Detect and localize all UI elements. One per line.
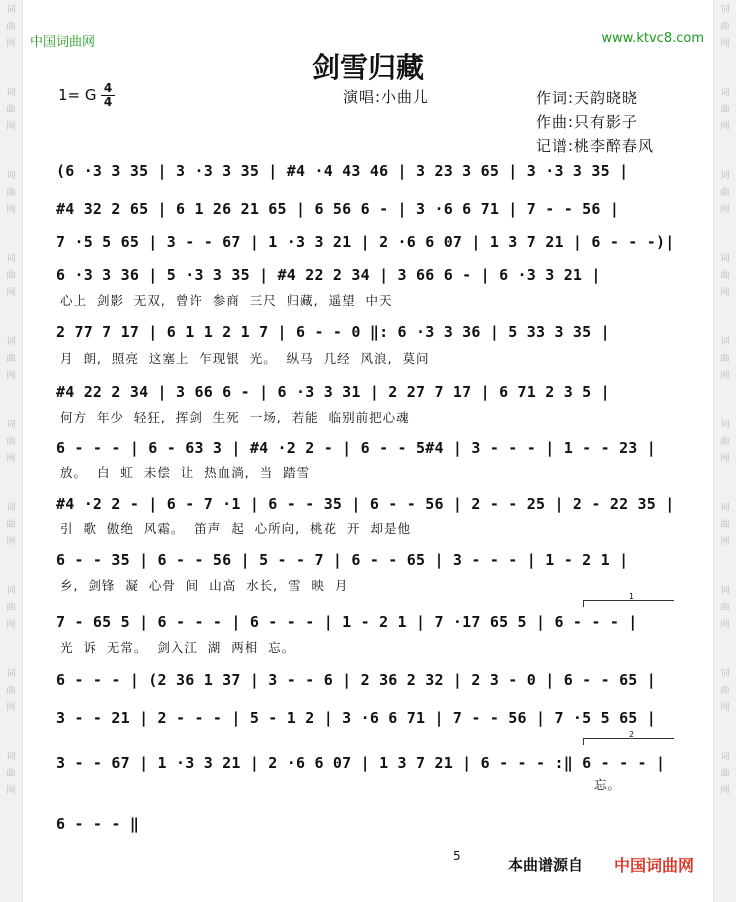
watermark-char: 曲 bbox=[720, 686, 730, 696]
time-signature-top: 4 bbox=[101, 82, 115, 96]
watermark-char: 网 bbox=[6, 454, 16, 464]
watermark-char: 词 bbox=[6, 254, 16, 264]
score-row: 3 - - 67 | 1 ·3 3 21 | 2 ·6 6 07 | 1 3 7 21 | 6 - - - :‖ 6 - - - | bbox=[56, 754, 666, 772]
left-watermark-strip bbox=[0, 0, 23, 902]
watermark-char: 曲 bbox=[6, 603, 16, 613]
watermark-char: 词 bbox=[720, 254, 730, 264]
lyric-line: 何方 年少 轻狂, 挥剑 生死 一场, 若能 临别前把心魂 bbox=[60, 410, 410, 425]
watermark-char: 词 bbox=[6, 88, 16, 98]
score-row: 6 - - - | (2 36 1 37 | 3 - - 6 | 2 36 2 32 | 2 3 - 0 | 6 - - 65 | bbox=[56, 671, 656, 689]
volta-number: 1 bbox=[629, 592, 635, 601]
volta-bracket bbox=[583, 592, 674, 607]
site-url[interactable]: www.ktvc8.com bbox=[601, 31, 704, 46]
watermark-char: 词 bbox=[6, 337, 16, 347]
watermark-char: 网 bbox=[6, 39, 16, 49]
key-signature: 1= G bbox=[58, 86, 97, 104]
volta-bracket bbox=[583, 730, 674, 745]
lyric-line: 放。 白 虹 未偿 让 热血淌, 当 踏雪 bbox=[60, 465, 311, 480]
watermark-char: 网 bbox=[6, 537, 16, 547]
watermark-char: 曲 bbox=[6, 354, 16, 364]
watermark-char: 网 bbox=[6, 122, 16, 132]
score-row: 2 77 7 17 | 6 1 1 2 1 7 | 6 - - 0 ‖: 6 ·3 3 36 | 5 33 3 35 | bbox=[56, 323, 610, 341]
watermark-char: 曲 bbox=[720, 769, 730, 779]
lyricist-credit: 作词:天韵晓晓 bbox=[536, 89, 639, 107]
time-signature-bottom: 4 bbox=[103, 95, 113, 109]
lyric-line: 乡, 剑锋 凝 心骨 间 山高 水长, 雪 映 月 bbox=[60, 578, 349, 593]
watermark-char: 词 bbox=[6, 503, 16, 513]
watermark-char: 曲 bbox=[720, 520, 730, 530]
watermark-char: 网 bbox=[720, 703, 730, 713]
watermark-char: 曲 bbox=[6, 769, 16, 779]
watermark-char: 网 bbox=[6, 786, 16, 796]
lyric-line: 忘。 bbox=[594, 777, 622, 792]
watermark-char: 曲 bbox=[6, 437, 16, 447]
watermark-char: 曲 bbox=[6, 22, 16, 32]
site-name[interactable]: 中国词曲网 bbox=[30, 35, 96, 50]
composer-credit: 作曲:只有影子 bbox=[536, 113, 639, 131]
score-row: 6 - - - | 6 - 63 3 | #4 ·2 2 - | 6 - - 5#4 | 3 - - - | 1 - - 23 | bbox=[56, 439, 656, 457]
lyric-line: 光 诉 无常。 剑入江 湖 两相 忘。 bbox=[60, 640, 296, 655]
watermark-char: 曲 bbox=[6, 105, 16, 115]
score-row: 3 - - 21 | 2 - - - | 5 - 1 2 | 3 ·6 6 71 | 7 - - 56 | 7 ·5 5 65 | bbox=[56, 709, 656, 727]
lyric-line: 引 歌 傲绝 风霜。 笛声 起 心所向, 桃花 开 却是他 bbox=[60, 521, 411, 536]
watermark-char: 曲 bbox=[720, 437, 730, 447]
watermark-char: 网 bbox=[720, 620, 730, 630]
footer bbox=[500, 850, 710, 878]
watermark-char: 曲 bbox=[720, 105, 730, 115]
watermark-char: 词 bbox=[720, 752, 730, 762]
score-row: 7 - 65 5 | 6 - - - | 6 - - - | 1 - 2 1 | 7 ·17 65 5 | 6 - - - | bbox=[56, 613, 638, 631]
score-row: #4 22 2 34 | 3 66 6 - | 6 ·3 3 31 | 2 27 7 17 | 6 71 2 3 5 | bbox=[56, 383, 610, 401]
watermark-char: 网 bbox=[720, 786, 730, 796]
lyric-line: 月 朗, 照亮 这塞上 乍现银 光。 纵马 几经 风浪, 莫问 bbox=[60, 351, 430, 366]
watermark-char: 曲 bbox=[6, 686, 16, 696]
score-row: (6 ·3 3 35 | 3 ·3 3 35 | #4 ·4 43 46 | 3 23 3 65 | 3 ·3 3 35 | bbox=[56, 162, 629, 180]
watermark-char: 词 bbox=[720, 503, 730, 513]
transcriber-credit: 记谱:桃李醉春风 bbox=[536, 137, 655, 155]
watermark-char: 曲 bbox=[6, 271, 16, 281]
score-row: 7 ·5 5 65 | 3 - - 67 | 1 ·3 3 21 | 2 ·6 6 07 | 1 3 7 21 | 6 - - -)| bbox=[56, 233, 675, 251]
score-row: 6 - - 35 | 6 - - 56 | 5 - - 7 | 6 - - 65 | 3 - - - | 1 - 2 1 | bbox=[56, 551, 629, 569]
watermark-char: 网 bbox=[720, 39, 730, 49]
watermark-char: 词 bbox=[720, 88, 730, 98]
watermark-char: 网 bbox=[720, 122, 730, 132]
watermark-char: 词 bbox=[720, 337, 730, 347]
watermark-char: 网 bbox=[720, 537, 730, 547]
volta-number: 2 bbox=[629, 730, 635, 739]
watermark-char: 网 bbox=[6, 620, 16, 630]
watermark-char: 词 bbox=[720, 420, 730, 430]
watermark-char: 词 bbox=[720, 171, 730, 181]
watermark-char: 词 bbox=[6, 669, 16, 679]
watermark-char: 网 bbox=[720, 205, 730, 215]
score-row: 6 - - - ‖ bbox=[56, 815, 140, 833]
watermark-char: 网 bbox=[720, 288, 730, 298]
watermark-char: 词 bbox=[6, 420, 16, 430]
watermark-char: 曲 bbox=[720, 271, 730, 281]
watermark-char: 词 bbox=[720, 5, 730, 15]
watermark-char: 曲 bbox=[720, 603, 730, 613]
watermark-char: 词 bbox=[6, 5, 16, 15]
footer-label: 本曲谱源自 bbox=[508, 856, 584, 874]
watermark-char: 曲 bbox=[6, 188, 16, 198]
watermark-char: 网 bbox=[6, 288, 16, 298]
credits bbox=[536, 86, 654, 158]
singer-credit: 演唱:小曲儿 bbox=[343, 88, 430, 106]
watermark-char: 曲 bbox=[720, 354, 730, 364]
time-signature bbox=[101, 82, 115, 109]
watermark-char: 词 bbox=[6, 586, 16, 596]
watermark-char: 曲 bbox=[6, 520, 16, 530]
watermark-char: 网 bbox=[720, 371, 730, 381]
song-title: 剑雪归藏 bbox=[311, 51, 424, 84]
score-row: #4 32 2 65 | 6 1 26 21 65 | 6 56 6 - | 3 ·6 6 71 | 7 - - 56 | bbox=[56, 200, 620, 218]
watermark-char: 网 bbox=[720, 454, 730, 464]
watermark-char: 网 bbox=[6, 205, 16, 215]
lyric-line: 心上 剑影 无双, 曾许 参商 三尺 归藏, 遥望 中天 bbox=[60, 293, 393, 308]
watermark-char: 词 bbox=[6, 171, 16, 181]
watermark-char: 曲 bbox=[720, 22, 730, 32]
footer-brand[interactable]: 中国词曲网 bbox=[614, 856, 695, 875]
watermark-char: 词 bbox=[720, 586, 730, 596]
watermark-char: 网 bbox=[6, 371, 16, 381]
page-number: 5 bbox=[453, 849, 461, 863]
watermark-char: 词 bbox=[6, 752, 16, 762]
watermark-char: 网 bbox=[6, 703, 16, 713]
watermark-char: 曲 bbox=[720, 188, 730, 198]
score-row: 6 ·3 3 36 | 5 ·3 3 35 | #4 22 2 34 | 3 66 6 - | 6 ·3 3 21 | bbox=[56, 266, 601, 284]
score-row: #4 ·2 2 - | 6 - 7 ·1 | 6 - - 35 | 6 - - 56 | 2 - - 25 | 2 - 22 35 | bbox=[56, 495, 675, 513]
right-watermark-strip bbox=[713, 0, 736, 902]
watermark-char: 词 bbox=[720, 669, 730, 679]
